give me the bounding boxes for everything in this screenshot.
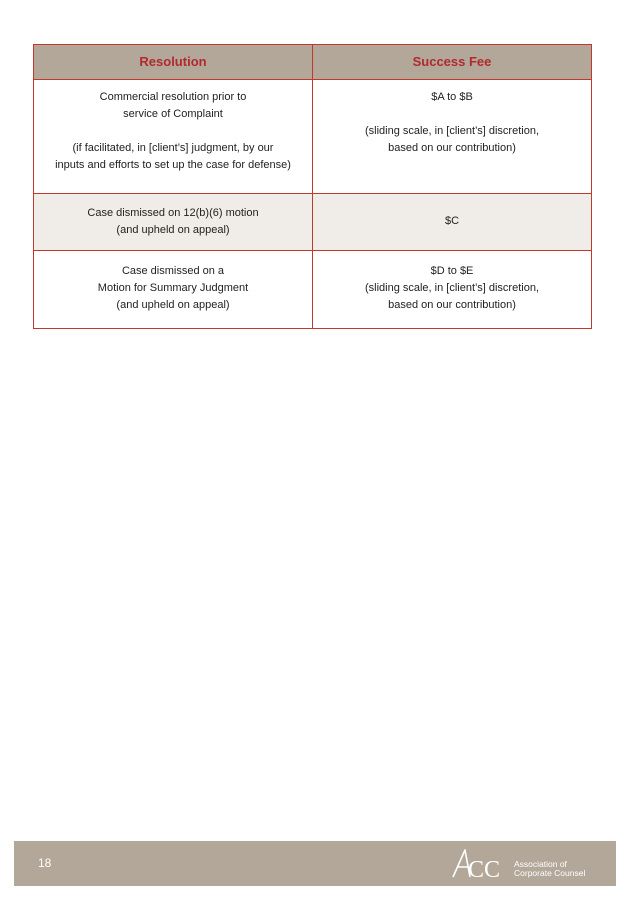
cell-text: $C bbox=[444, 215, 460, 227]
cell-text: (and upheld on appeal) bbox=[116, 299, 230, 311]
cell-text: Case dismissed on 12(b)(6) motion bbox=[87, 207, 259, 219]
logo-text-line1: Association of bbox=[514, 859, 567, 869]
cell-text: based on our contribution) bbox=[388, 299, 516, 311]
resolution-cell bbox=[34, 80, 312, 193]
acc-logo bbox=[451, 846, 601, 882]
table-row bbox=[34, 193, 591, 250]
cell-text: (if facilitated, in [client’s] judgment, by our bbox=[72, 142, 274, 154]
resolution-cell bbox=[34, 194, 312, 250]
cell-text: (sliding scale, in [client’s] discretion, bbox=[364, 282, 540, 294]
success-fee-table bbox=[33, 44, 592, 329]
cell-text: (sliding scale, in [client’s] discretion, bbox=[364, 125, 540, 137]
page-number: 18 bbox=[38, 856, 52, 870]
cell-text: based on our contribution) bbox=[388, 142, 516, 154]
cell-text: Case dismissed on a bbox=[121, 265, 225, 277]
cell-text: (and upheld on appeal) bbox=[116, 224, 230, 236]
cell-text: inputs and efforts to set up the case for defense) bbox=[55, 159, 291, 171]
table-row bbox=[34, 79, 591, 193]
success-fee-cell bbox=[312, 251, 591, 328]
success-fee-cell bbox=[312, 194, 591, 250]
column-header-resolution: Resolution bbox=[139, 54, 207, 69]
cell-text: Motion for Summary Judgment bbox=[97, 282, 249, 294]
cell-text: $D to $E bbox=[430, 265, 474, 277]
table-row bbox=[34, 250, 591, 328]
logo-text-line2: Corporate Counsel bbox=[514, 868, 586, 878]
cell-text: Commercial resolution prior to bbox=[99, 91, 247, 103]
resolution-cell bbox=[34, 251, 312, 328]
column-header-success-fee: Success Fee bbox=[312, 45, 591, 79]
logo-mark: CC bbox=[468, 857, 501, 882]
table-header-row bbox=[34, 45, 591, 79]
success-fee-cell bbox=[312, 80, 591, 193]
page-footer bbox=[14, 841, 616, 886]
cell-text: service of Complaint bbox=[123, 108, 223, 120]
cell-text: $A to $B bbox=[431, 91, 473, 103]
